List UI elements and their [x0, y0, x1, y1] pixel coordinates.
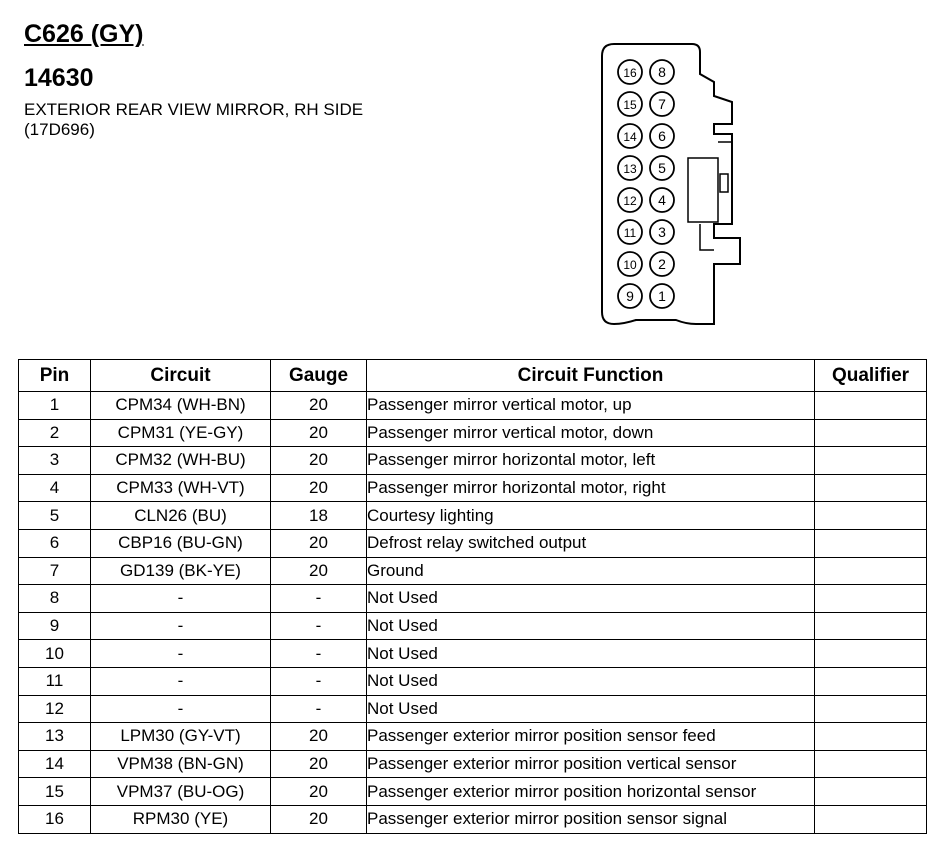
cell-pin: 12 — [19, 695, 91, 723]
cell-gauge: 20 — [271, 557, 367, 585]
cell-pin: 6 — [19, 529, 91, 557]
cell-circuit: CBP16 (BU-GN) — [91, 529, 271, 557]
cell-qualifier — [815, 667, 927, 695]
cell-gauge: - — [271, 612, 367, 640]
pin-number-label: 14 — [623, 130, 637, 144]
header-circuit-function: Circuit Function — [367, 360, 815, 392]
cell-gauge: 20 — [271, 419, 367, 447]
cell-circuit: - — [91, 640, 271, 668]
cell-qualifier — [815, 392, 927, 420]
cell-circuit-function: Passenger mirror horizontal motor, right — [367, 474, 815, 502]
cell-gauge: 20 — [271, 750, 367, 778]
cell-circuit-function: Passenger exterior mirror position vertical sensor — [367, 750, 815, 778]
cell-gauge: - — [271, 667, 367, 695]
cell-circuit-function: Courtesy lighting — [367, 502, 815, 530]
cell-qualifier — [815, 750, 927, 778]
cell-gauge: - — [271, 640, 367, 668]
header-gauge: Gauge — [271, 360, 367, 392]
cell-circuit-function: Ground — [367, 557, 815, 585]
cell-circuit: LPM30 (GY-VT) — [91, 723, 271, 751]
cell-circuit-function: Not Used — [367, 585, 815, 613]
pin-number-label: 10 — [623, 258, 637, 272]
connector-guide-rail — [700, 224, 714, 250]
cell-qualifier — [815, 529, 927, 557]
cell-qualifier — [815, 557, 927, 585]
table-row — [19, 474, 927, 502]
cell-pin: 13 — [19, 723, 91, 751]
cell-circuit: CPM31 (YE-GY) — [91, 419, 271, 447]
cell-qualifier — [815, 778, 927, 806]
cell-circuit: VPM38 (BN-GN) — [91, 750, 271, 778]
cell-gauge: 20 — [271, 529, 367, 557]
pin-number-label: 16 — [623, 66, 637, 80]
cell-pin: 16 — [19, 805, 91, 833]
cell-pin: 8 — [19, 585, 91, 613]
pin-number-label: 3 — [658, 224, 666, 240]
cell-pin: 10 — [19, 640, 91, 668]
table-row — [19, 419, 927, 447]
pin-number-label: 2 — [658, 256, 666, 272]
cell-qualifier — [815, 723, 927, 751]
cell-circuit-function: Passenger exterior mirror position sensor feed — [367, 723, 815, 751]
part-number: 14630 — [24, 64, 94, 92]
cell-pin: 15 — [19, 778, 91, 806]
cell-pin: 9 — [19, 612, 91, 640]
cell-gauge: 20 — [271, 447, 367, 475]
connector-description: EXTERIOR REAR VIEW MIRROR, RH SIDE (17D696) — [24, 100, 364, 139]
table-header-row — [19, 360, 927, 392]
table-row — [19, 778, 927, 806]
pin-number-label: 5 — [658, 160, 666, 176]
cell-pin: 5 — [19, 502, 91, 530]
pin-number-label: 8 — [658, 64, 666, 80]
cell-pin: 14 — [19, 750, 91, 778]
cell-circuit: CPM34 (WH-BN) — [91, 392, 271, 420]
cell-circuit: VPM37 (BU-OG) — [91, 778, 271, 806]
cell-pin: 11 — [19, 667, 91, 695]
cell-circuit-function: Not Used — [367, 667, 815, 695]
cell-circuit: GD139 (BK-YE) — [91, 557, 271, 585]
cell-qualifier — [815, 419, 927, 447]
pin-number-label: 4 — [658, 192, 666, 208]
cell-qualifier — [815, 612, 927, 640]
connector-face-diagram — [596, 38, 752, 330]
cell-gauge: 20 — [271, 723, 367, 751]
cell-qualifier — [815, 695, 927, 723]
cell-circuit-function: Passenger mirror vertical motor, down — [367, 419, 815, 447]
table-row — [19, 750, 927, 778]
cell-qualifier — [815, 474, 927, 502]
header-pin: Pin — [19, 360, 91, 392]
cell-qualifier — [815, 502, 927, 530]
table-row — [19, 557, 927, 585]
pin-number-label: 6 — [658, 128, 666, 144]
cell-circuit: - — [91, 667, 271, 695]
header-qualifier: Qualifier — [815, 360, 927, 392]
table-row — [19, 695, 927, 723]
cell-circuit: RPM30 (YE) — [91, 805, 271, 833]
cell-pin: 7 — [19, 557, 91, 585]
cell-circuit: - — [91, 695, 271, 723]
cell-circuit-function: Not Used — [367, 695, 815, 723]
pin-number-label: 13 — [623, 162, 637, 176]
connector-latch-outline — [688, 142, 732, 224]
connector-id-title: C626 (GY) — [24, 20, 144, 48]
table-row — [19, 392, 927, 420]
cell-circuit-function: Not Used — [367, 612, 815, 640]
cell-circuit-function: Not Used — [367, 640, 815, 668]
cell-gauge: - — [271, 585, 367, 613]
cell-circuit: CPM33 (WH-VT) — [91, 474, 271, 502]
connector-latch-tab — [720, 174, 728, 192]
cell-circuit: - — [91, 612, 271, 640]
header-circuit: Circuit — [91, 360, 271, 392]
cell-circuit-function: Passenger mirror horizontal motor, left — [367, 447, 815, 475]
table-row — [19, 640, 927, 668]
pin-layer — [618, 60, 674, 308]
cell-gauge: 20 — [271, 805, 367, 833]
cell-qualifier — [815, 447, 927, 475]
cell-qualifier — [815, 585, 927, 613]
table-row — [19, 447, 927, 475]
table-row — [19, 529, 927, 557]
cell-qualifier — [815, 805, 927, 833]
table-row — [19, 667, 927, 695]
cell-pin: 1 — [19, 392, 91, 420]
cell-circuit-function: Passenger exterior mirror position sensor signal — [367, 805, 815, 833]
pinout-table — [18, 359, 927, 834]
pin-number-label: 9 — [626, 288, 634, 304]
cell-circuit-function: Passenger exterior mirror position horizontal sensor — [367, 778, 815, 806]
cell-gauge: 18 — [271, 502, 367, 530]
cell-gauge: 20 — [271, 474, 367, 502]
cell-circuit-function: Defrost relay switched output — [367, 529, 815, 557]
cell-pin: 4 — [19, 474, 91, 502]
pin-number-label: 11 — [623, 226, 637, 240]
cell-gauge: - — [271, 695, 367, 723]
cell-gauge: 20 — [271, 778, 367, 806]
cell-pin: 2 — [19, 419, 91, 447]
cell-circuit: CPM32 (WH-BU) — [91, 447, 271, 475]
pin-number-label: 15 — [623, 98, 637, 112]
pin-number-label: 1 — [658, 288, 666, 304]
cell-circuit: - — [91, 585, 271, 613]
pin-number-label: 12 — [623, 194, 637, 208]
table-row — [19, 723, 927, 751]
cell-circuit: CLN26 (BU) — [91, 502, 271, 530]
table-row — [19, 585, 927, 613]
table-row — [19, 612, 927, 640]
cell-gauge: 20 — [271, 392, 367, 420]
table-row — [19, 805, 927, 833]
table-row — [19, 502, 927, 530]
pin-number-label: 7 — [658, 96, 666, 112]
cell-pin: 3 — [19, 447, 91, 475]
cell-qualifier — [815, 640, 927, 668]
cell-circuit-function: Passenger mirror vertical motor, up — [367, 392, 815, 420]
